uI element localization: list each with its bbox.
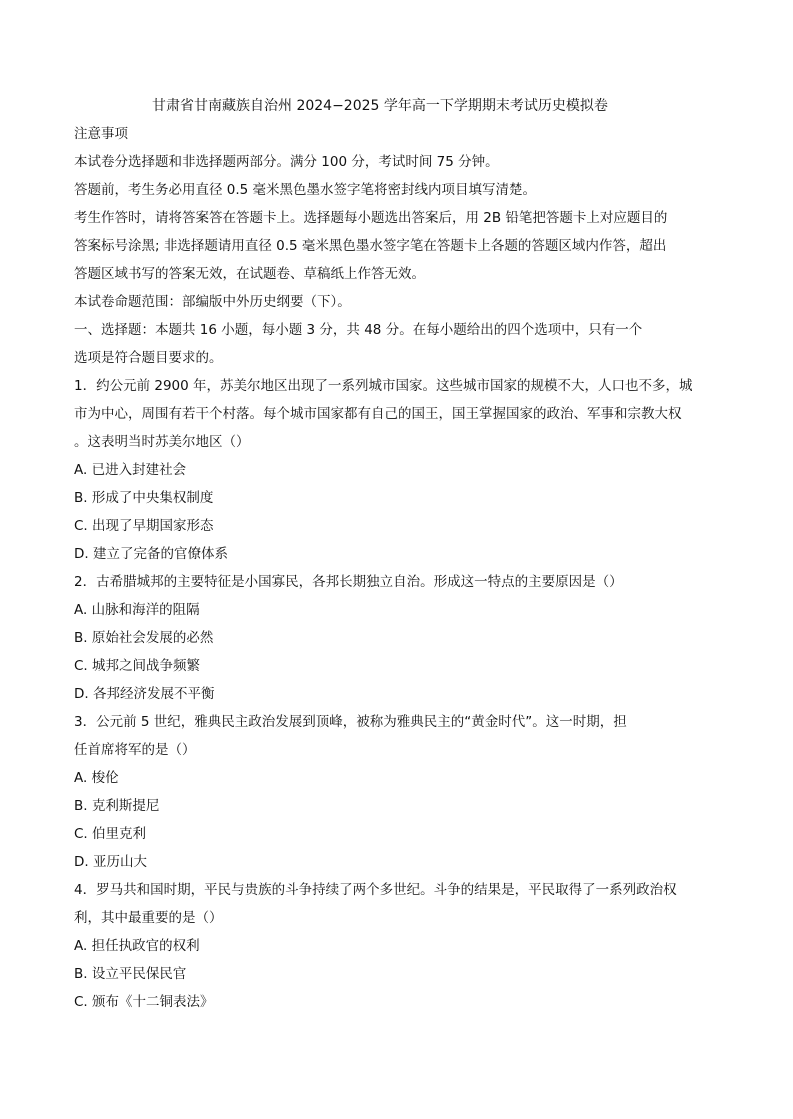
question-3-option-c: C. 伯里克利 <box>74 826 147 842</box>
notice-line: 答案标号涂黑; 非选择题请用直径 0.5 毫米黑色墨水签字笔在答题卡上各题的答题区域内作答，超出 <box>74 238 667 254</box>
question-1-option-d: D. 建立了完备的官僚体系 <box>74 546 228 562</box>
question-1-stem: 市为中心，周围有若干个村落。每个城市国家都有自己的国王，国王掌握国家的政治、军事和宗教大权 <box>74 406 682 422</box>
question-3-option-d: D. 亚历山大 <box>74 854 147 870</box>
question-1-option-c: C. 出现了早期国家形态 <box>74 518 214 534</box>
question-1-option-a: A. 已进入封建社会 <box>74 462 187 478</box>
question-2-option-d: D. 各邦经济发展不平衡 <box>74 686 215 702</box>
question-3-stem: 3．公元前 5 世纪，雅典民主政治发展到顶峰，被称为雅典民主的“黄金时代”。这一时期，担 <box>74 714 627 730</box>
notice-heading: 注意事项 <box>74 126 128 142</box>
section-heading: 一、选择题：本题共 16 小题，每小题 3 分，共 48 分。在每小题给出的四个选项中，只有一个 <box>74 322 643 338</box>
question-3-option-b: B. 克利斯提尼 <box>74 798 160 814</box>
document-title: 甘肃省甘南藏族自治州 2024−2025 学年高一下学期期末考试历史模拟卷 <box>152 98 608 114</box>
question-1-stem: 1．约公元前 2900 年，苏美尔地区出现了一系列城市国家。这些城市国家的规模不大，人口也不多，城 <box>74 378 693 394</box>
question-2-option-b: B. 原始社会发展的必然 <box>74 630 214 646</box>
notice-line: 本试卷命题范围：部编版中外历史纲要（下）。 <box>74 294 351 310</box>
notice-line: 本试卷分选择题和非选择题两部分。满分 100 分，考试时间 75 分钟。 <box>74 154 499 170</box>
question-1-stem: 。这表明当时苏美尔地区（） <box>74 434 250 450</box>
question-4-stem: 利，其中最重要的是（） <box>74 910 223 926</box>
question-2-stem: 2．古希腊城邦的主要特征是小国寡民，各邦长期独立自治。形成这一特点的主要原因是（） <box>74 574 623 590</box>
notice-line: 考生作答时，请将答案答在答题卡上。选择题每小题选出答案后，用 2B 铅笔把答题卡上对应题目的 <box>74 210 668 226</box>
question-1-option-b: B. 形成了中央集权制度 <box>74 490 214 506</box>
question-4-stem: 4．罗马共和国时期，平民与贵族的斗争持续了两个多世纪。斗争的结果是，平民取得了一系列政治权 <box>74 882 677 898</box>
notice-line: 答题区域书写的答案无效，在试题卷、草稿纸上作答无效。 <box>74 266 425 282</box>
question-4-option-a: A. 担任执政官的权利 <box>74 938 200 954</box>
question-2-option-a: A. 山脉和海洋的阻隔 <box>74 602 200 618</box>
question-3-option-a: A. 梭伦 <box>74 770 119 786</box>
question-2-option-c: C. 城邦之间战争频繁 <box>74 658 201 674</box>
question-4-option-c: C. 颁布《十二铜表法》 <box>74 994 214 1010</box>
section-heading-cont: 选项是符合题目要求的。 <box>74 350 223 366</box>
question-3-stem: 任首席将军的是（） <box>74 742 196 758</box>
notice-line: 答题前，考生务必用直径 0.5 毫米黑色墨水签字笔将密封线内项目填写清楚。 <box>74 182 537 198</box>
question-4-option-b: B. 设立平民保民官 <box>74 966 187 982</box>
